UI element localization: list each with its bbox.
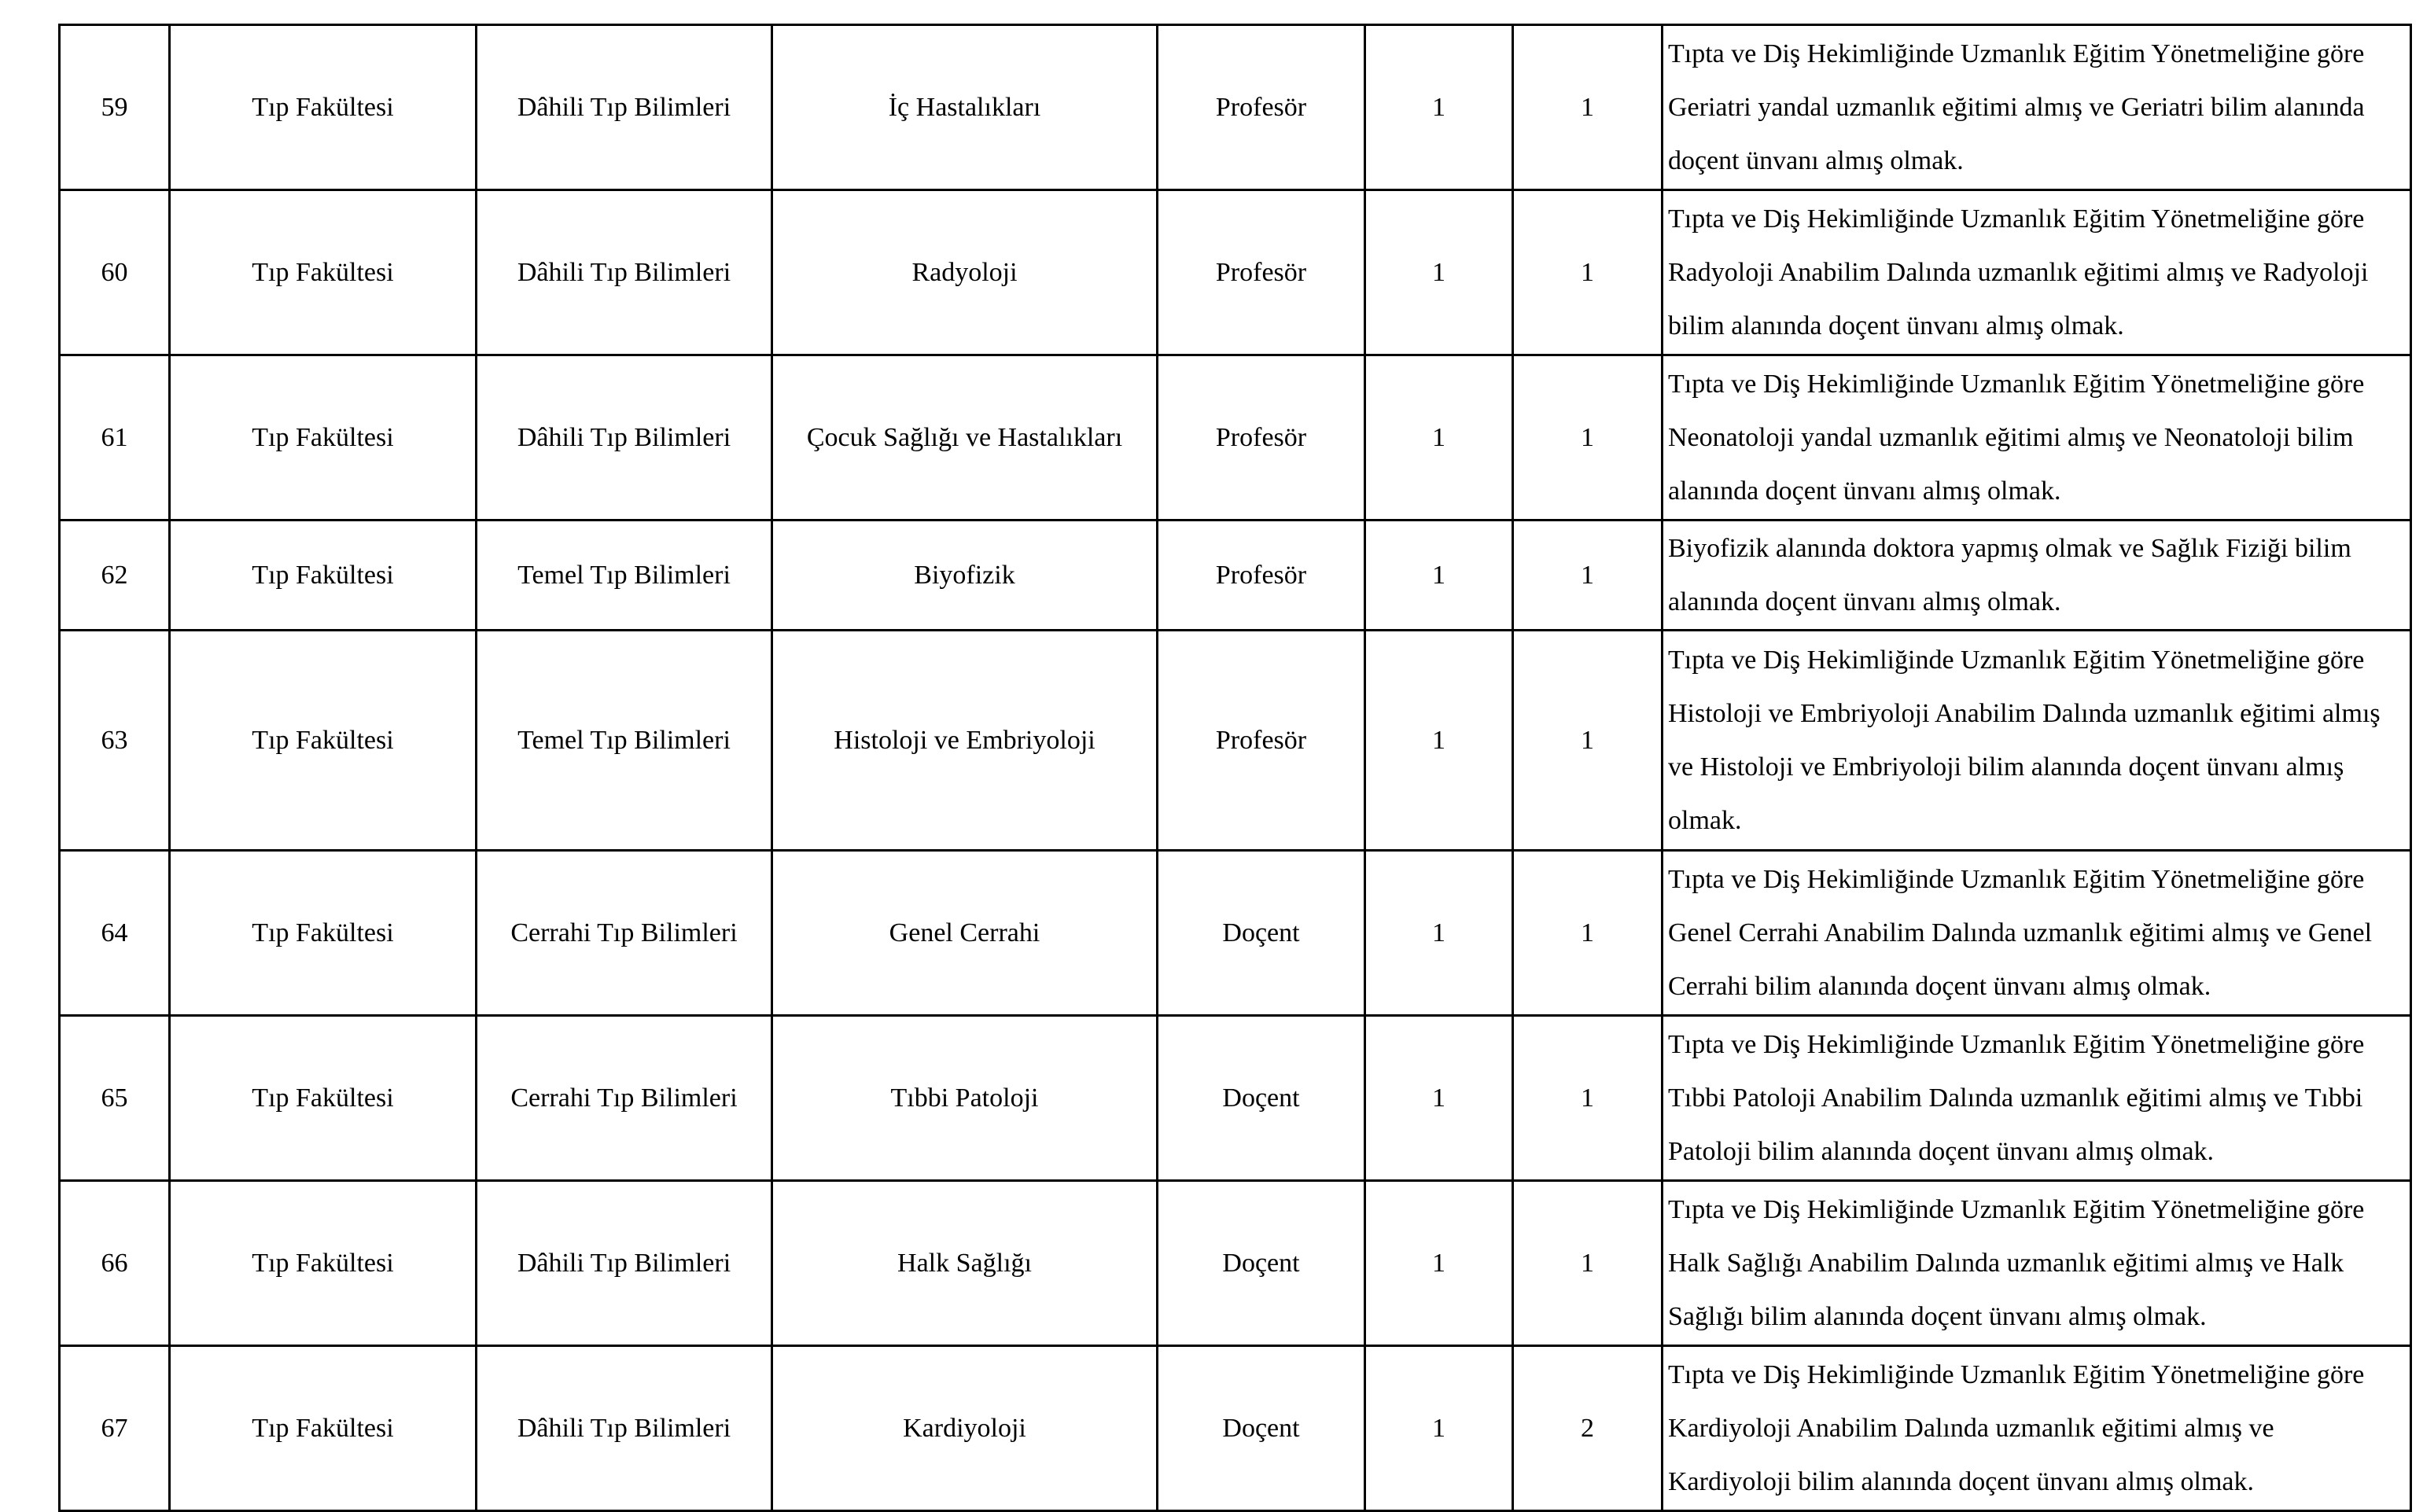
count-cell: 1 <box>1513 631 1663 851</box>
row-number: 65 <box>60 1016 170 1181</box>
count-cell: 1 <box>1513 25 1663 190</box>
field-cell: Halk Sağlığı <box>772 1181 1158 1346</box>
department-cell: Dâhili Tıp Bilimleri <box>477 1346 772 1511</box>
title-cell: Doçent <box>1158 1181 1365 1346</box>
faculty-cell: Tıp Fakültesi <box>170 25 477 190</box>
faculty-cell: Tıp Fakültesi <box>170 1181 477 1346</box>
count-cell: 2 <box>1513 1346 1663 1511</box>
faculty-cell: Tıp Fakültesi <box>170 631 477 851</box>
degree-cell: 1 <box>1365 25 1513 190</box>
count-cell: 1 <box>1513 1181 1663 1346</box>
requirement-cell: Tıpta ve Diş Hekimliğinde Uzmanlık Eğitim Yönetmeliğine göre Geriatri yandal uzmanlık eğitimi almış ve Geriatri bilim alanında doçent ünvanı almış olmak. <box>1663 25 2411 190</box>
row-number: 66 <box>60 1181 170 1346</box>
department-cell: Cerrahi Tıp Bilimleri <box>477 1016 772 1181</box>
table-row <box>60 631 2411 851</box>
field-cell: Genel Cerrahi <box>772 851 1158 1016</box>
requirement-cell: Tıpta ve Diş Hekimliğinde Uzmanlık Eğitim Yönetmeliğine göre Halk Sağlığı Anabilim Dalında uzmanlık eğitimi almış ve Halk Sağlığı bilim alanında doçent ünvanı almış olmak. <box>1663 1181 2411 1346</box>
count-cell: 1 <box>1513 521 1663 631</box>
requirement-cell: Tıpta ve Diş Hekimliğinde Uzmanlık Eğitim Yönetmeliğine göre Neonatoloji yandal uzmanlık eğitimi almış ve Neonatoloji bilim alanında doçent ünvanı almış olmak. <box>1663 355 2411 521</box>
degree-cell: 1 <box>1365 1181 1513 1346</box>
degree-cell: 1 <box>1365 355 1513 521</box>
field-cell: Radyoloji <box>772 190 1158 355</box>
department-cell: Dâhili Tıp Bilimleri <box>477 1181 772 1346</box>
row-number: 63 <box>60 631 170 851</box>
count-cell: 1 <box>1513 190 1663 355</box>
row-number: 62 <box>60 521 170 631</box>
title-cell: Profesör <box>1158 25 1365 190</box>
row-number: 61 <box>60 355 170 521</box>
title-cell: Profesör <box>1158 631 1365 851</box>
degree-cell: 1 <box>1365 1016 1513 1181</box>
degree-cell: 1 <box>1365 521 1513 631</box>
requirement-cell: Tıpta ve Diş Hekimliğinde Uzmanlık Eğitim Yönetmeliğine göre Tıbbi Patoloji Anabilim Dalında uzmanlık eğitimi almış ve Tıbbi Patoloji bilim alanında doçent ünvanı almış olmak. <box>1663 1016 2411 1181</box>
title-cell: Profesör <box>1158 190 1365 355</box>
field-cell: Tıbbi Patoloji <box>772 1016 1158 1181</box>
department-cell: Dâhili Tıp Bilimleri <box>477 355 772 521</box>
table-row <box>60 851 2411 1016</box>
requirement-cell: Tıpta ve Diş Hekimliğinde Uzmanlık Eğitim Yönetmeliğine göre Histoloji ve Embriyoloji Anabilim Dalında uzmanlık eğitimi almış ve Histoloji ve Embriyoloji bilim alanında doçent ünvanı almış olmak. <box>1663 631 2411 851</box>
row-number: 64 <box>60 851 170 1016</box>
department-cell: Temel Tıp Bilimleri <box>477 521 772 631</box>
title-cell: Profesör <box>1158 521 1365 631</box>
table-row <box>60 25 2411 190</box>
faculty-cell: Tıp Fakültesi <box>170 1016 477 1181</box>
requirement-cell: Tıpta ve Diş Hekimliğinde Uzmanlık Eğitim Yönetmeliğine göre Genel Cerrahi Anabilim Dalında uzmanlık eğitimi almış ve Genel Cerrahi bilim alanında doçent ünvanı almış olmak. <box>1663 851 2411 1016</box>
degree-cell: 1 <box>1365 1346 1513 1511</box>
field-cell: İç Hastalıkları <box>772 25 1158 190</box>
row-number: 60 <box>60 190 170 355</box>
faculty-cell: Tıp Fakültesi <box>170 851 477 1016</box>
faculty-cell: Tıp Fakültesi <box>170 1346 477 1511</box>
count-cell: 1 <box>1513 851 1663 1016</box>
staff-positions-table <box>58 24 2412 1512</box>
count-cell: 1 <box>1513 1016 1663 1181</box>
table-row <box>60 1181 2411 1346</box>
field-cell: Kardiyoloji <box>772 1346 1158 1511</box>
requirement-cell: Biyofizik alanında doktora yapmış olmak ve Sağlık Fiziği bilim alanında doçent ünvanı almış olmak. <box>1663 521 2411 631</box>
department-cell: Temel Tıp Bilimleri <box>477 631 772 851</box>
degree-cell: 1 <box>1365 190 1513 355</box>
table-row <box>60 190 2411 355</box>
department-cell: Cerrahi Tıp Bilimleri <box>477 851 772 1016</box>
requirement-cell: Tıpta ve Diş Hekimliğinde Uzmanlık Eğitim Yönetmeliğine göre Radyoloji Anabilim Dalında uzmanlık eğitimi almış ve Radyoloji bilim alanında doçent ünvanı almış olmak. <box>1663 190 2411 355</box>
title-cell: Doçent <box>1158 1016 1365 1181</box>
faculty-cell: Tıp Fakültesi <box>170 190 477 355</box>
faculty-cell: Tıp Fakültesi <box>170 355 477 521</box>
row-number: 59 <box>60 25 170 190</box>
department-cell: Dâhili Tıp Bilimleri <box>477 190 772 355</box>
title-cell: Profesör <box>1158 355 1365 521</box>
faculty-cell: Tıp Fakültesi <box>170 521 477 631</box>
degree-cell: 1 <box>1365 631 1513 851</box>
department-cell: Dâhili Tıp Bilimleri <box>477 25 772 190</box>
field-cell: Biyofizik <box>772 521 1158 631</box>
title-cell: Doçent <box>1158 1346 1365 1511</box>
table-row <box>60 1346 2411 1511</box>
title-cell: Doçent <box>1158 851 1365 1016</box>
field-cell: Çocuk Sağlığı ve Hastalıkları <box>772 355 1158 521</box>
row-number: 67 <box>60 1346 170 1511</box>
table-row <box>60 521 2411 631</box>
table-row <box>60 1016 2411 1181</box>
field-cell: Histoloji ve Embriyoloji <box>772 631 1158 851</box>
count-cell: 1 <box>1513 355 1663 521</box>
degree-cell: 1 <box>1365 851 1513 1016</box>
requirement-cell: Tıpta ve Diş Hekimliğinde Uzmanlık Eğitim Yönetmeliğine göre Kardiyoloji Anabilim Dalında uzmanlık eğitimi almış ve Kardiyoloji bilim alanında doçent ünvanı almış olmak. <box>1663 1346 2411 1511</box>
table-row <box>60 355 2411 521</box>
